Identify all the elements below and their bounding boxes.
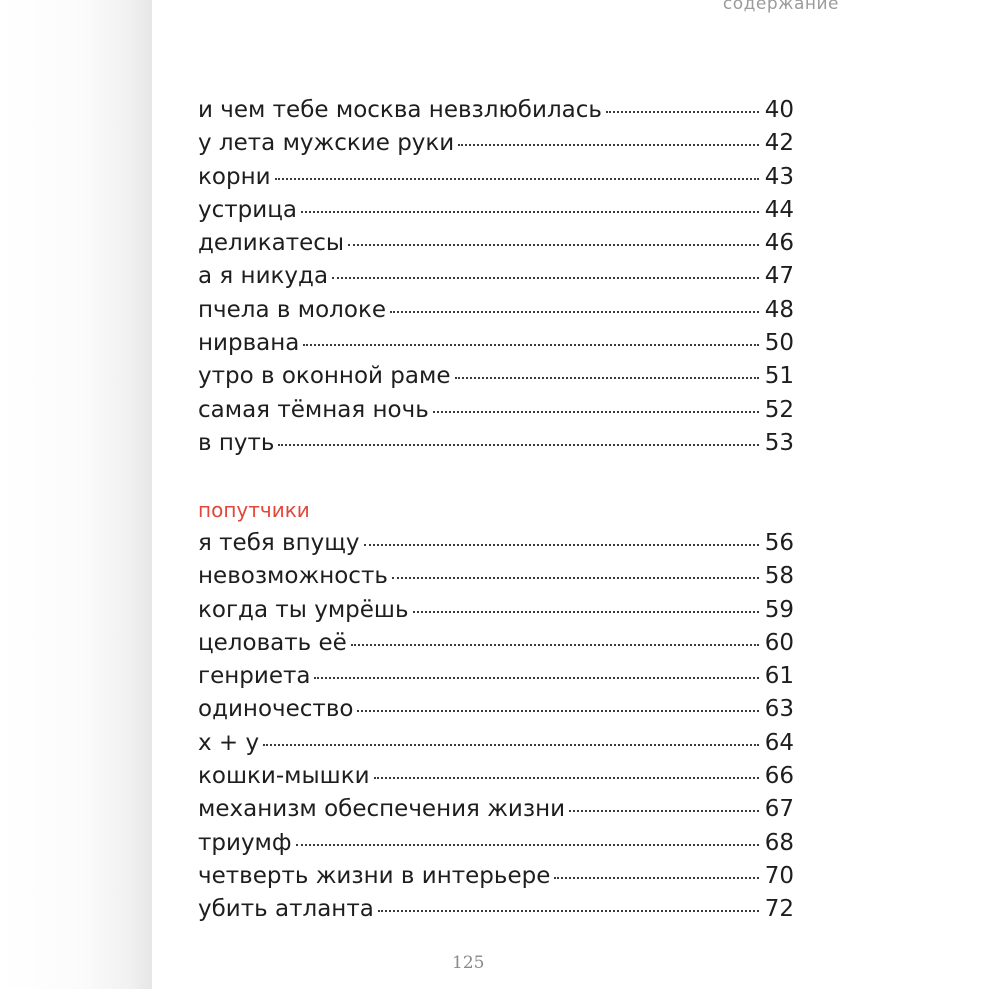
- toc-dot-leader: [364, 544, 759, 546]
- toc-entry-title: нирвана: [198, 330, 300, 357]
- toc-entry-title: убить атланта: [198, 896, 374, 923]
- toc-dot-leader: [348, 244, 759, 246]
- toc-entry-page: 52: [764, 396, 794, 423]
- toc-entry: [198, 127, 794, 160]
- toc-entry-title: в путь: [198, 429, 275, 456]
- toc-dot-leader: [301, 211, 759, 213]
- page-number: 125: [452, 953, 485, 973]
- toc-entry-title: самая тёмная ночь: [198, 396, 429, 423]
- toc-entry-title: х + у: [198, 729, 260, 756]
- toc-entry-title: я тебя впущу: [198, 530, 360, 556]
- toc-entry-title: триумф: [198, 829, 292, 856]
- toc-dot-leader: [351, 644, 759, 646]
- toc-entry-page: 56: [764, 530, 794, 556]
- toc-entry-page: 46: [764, 230, 794, 257]
- toc-dot-leader: [314, 677, 758, 679]
- toc-entry-page: 50: [764, 330, 794, 357]
- toc-entry: [198, 760, 794, 793]
- toc-entry-page: 40: [764, 97, 794, 123]
- toc-entry-title: утро в оконной раме: [198, 363, 451, 390]
- toc-entry: [198, 161, 794, 194]
- toc-dot-leader: [455, 377, 759, 379]
- toc-entry: [198, 560, 794, 593]
- toc-entry: [198, 660, 794, 693]
- toc-entry: [198, 594, 794, 627]
- toc-dot-leader: [458, 144, 758, 146]
- toc-dot-leader: [569, 810, 759, 812]
- toc-entry-page: 51: [764, 363, 794, 390]
- toc-entry-page: 63: [764, 696, 794, 723]
- toc-entry: [198, 360, 794, 393]
- toc-entry-page: 60: [764, 629, 794, 656]
- toc-entry-page: 70: [764, 862, 794, 889]
- toc-entry-page: 59: [764, 596, 794, 623]
- toc-dot-leader: [554, 877, 758, 879]
- toc-entry: [198, 227, 794, 260]
- toc-dot-leader: [263, 744, 759, 746]
- toc-entry-title: у лета мужские руки: [198, 130, 455, 157]
- toc-dot-leader: [275, 178, 759, 180]
- toc-entry-page: 67: [764, 796, 794, 823]
- toc-entry: [198, 693, 794, 726]
- toc-entry-title: четверть жизни в интерьере: [198, 862, 551, 889]
- toc-dot-leader: [332, 277, 759, 279]
- toc-entry-page: 44: [764, 196, 794, 223]
- toc-entry: [198, 427, 794, 460]
- toc-dot-leader: [606, 111, 759, 113]
- toc-entry-title: деликатесы: [198, 230, 345, 257]
- toc-entry-page: 58: [764, 563, 794, 590]
- toc-dot-leader: [433, 411, 759, 413]
- toc-entry-title: и чем тебе москва невзлюбилась: [198, 97, 602, 123]
- running-header: содержание: [722, 0, 839, 14]
- toc-entry: [198, 893, 794, 926]
- toc-entry: [198, 327, 794, 360]
- toc-entry: [198, 527, 794, 560]
- toc-entry: [198, 194, 794, 227]
- toc-entry-title: когда ты умрёшь: [198, 596, 409, 623]
- toc-dot-leader: [357, 710, 758, 712]
- toc-dot-leader: [392, 577, 759, 579]
- toc-entry-title: кошки-мышки: [198, 763, 370, 790]
- toc-part-1: [198, 94, 794, 460]
- toc-entry-title: механизм обеспечения жизни: [198, 796, 566, 823]
- toc-entry-title: пчела в молоке: [198, 296, 386, 323]
- toc-entry-title: а я никуда: [198, 263, 329, 290]
- toc-entry: [198, 94, 794, 127]
- toc-entry-title: невозможность: [198, 563, 388, 590]
- toc-entry-page: 42: [764, 130, 794, 157]
- toc-dot-leader: [390, 311, 759, 313]
- toc-entry: [198, 827, 794, 860]
- section-heading: попутчики: [198, 498, 310, 522]
- toc-entry-title: одиночество: [198, 696, 354, 723]
- toc-dot-leader: [278, 444, 758, 446]
- toc-entry-title: целовать её: [198, 629, 347, 656]
- toc-entry-title: генриета: [198, 663, 311, 690]
- toc-entry-page: 47: [764, 263, 794, 290]
- toc-entry-page: 72: [764, 896, 794, 923]
- toc-entry-page: 61: [764, 663, 794, 690]
- toc-dot-leader: [303, 344, 758, 346]
- toc-entry-title: устрица: [198, 196, 297, 223]
- toc-dot-leader: [296, 844, 759, 846]
- toc-section-poputchiki: [198, 494, 794, 927]
- toc-entry-page: 53: [764, 429, 794, 456]
- toc-entry: [198, 260, 794, 293]
- toc-dot-leader: [413, 611, 759, 613]
- toc-entry-page: 68: [764, 829, 794, 856]
- toc-entry-page: 43: [764, 163, 794, 190]
- toc-entry: [198, 793, 794, 826]
- toc-entry: [198, 860, 794, 893]
- book-spine-shadow: [0, 0, 152, 989]
- toc-entry-page: 48: [764, 296, 794, 323]
- toc-dot-leader: [378, 910, 759, 912]
- toc-entry: [198, 627, 794, 660]
- toc-entry-page: 66: [764, 763, 794, 790]
- toc-entry-page: 64: [764, 729, 794, 756]
- toc-entry: [198, 727, 794, 760]
- toc-dot-leader: [374, 777, 759, 779]
- toc-entry: [198, 294, 794, 327]
- toc-entry: [198, 394, 794, 427]
- toc-entry-title: корни: [198, 163, 271, 190]
